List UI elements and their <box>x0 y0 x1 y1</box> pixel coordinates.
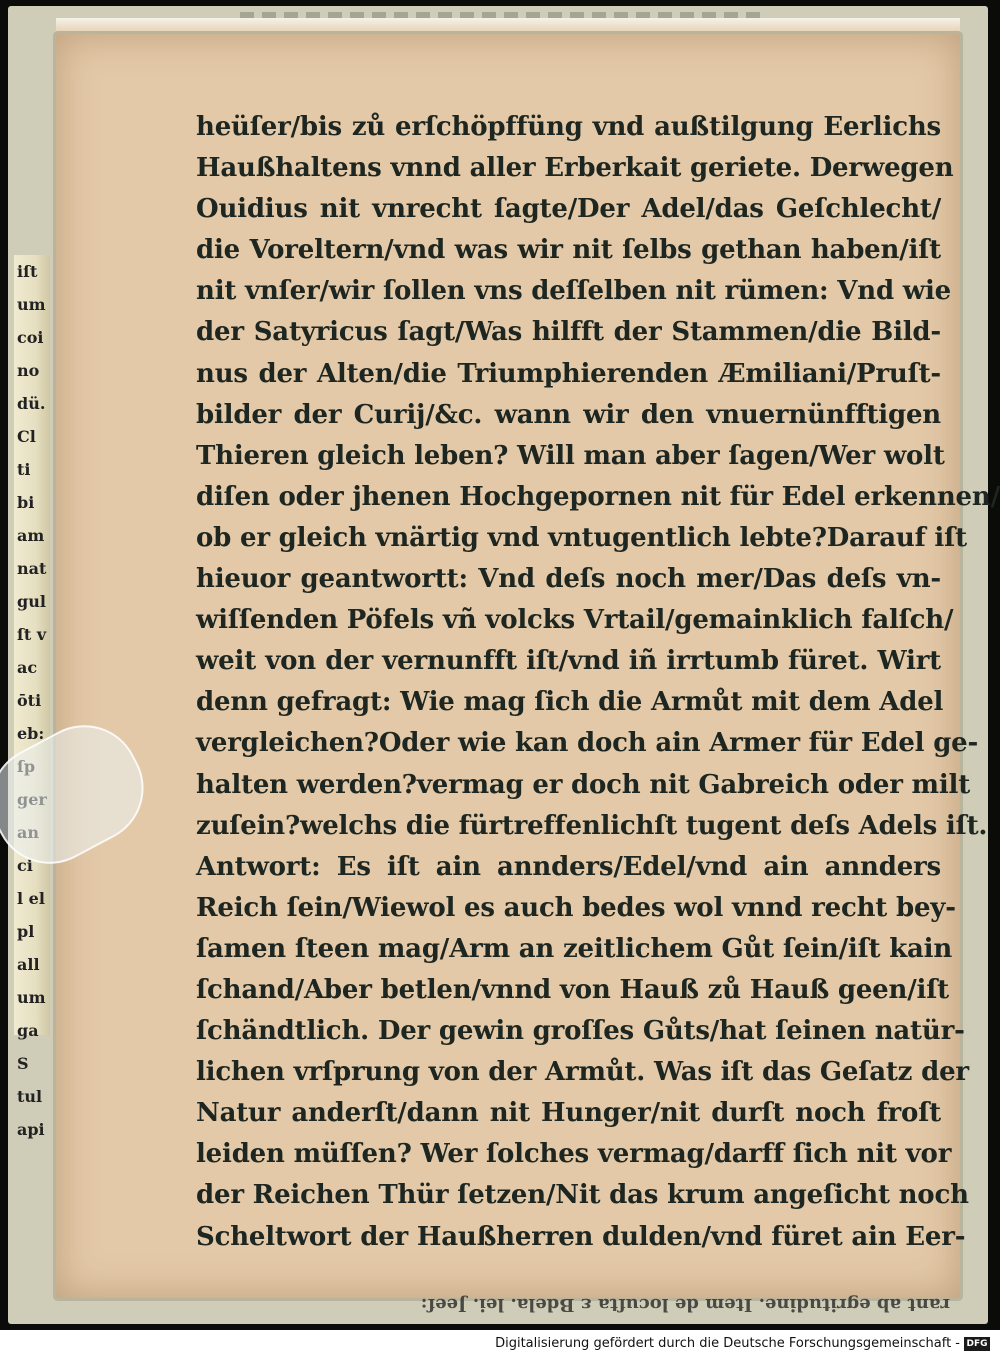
text-line: diſen oder jhenen Hochgepornen nit für Edel erkennen/ <box>196 481 1000 512</box>
text-line: Natur anderſt/dann nit Hunger/nit durſt noch froſt <box>196 1098 941 1129</box>
facing-fragment: bi <box>17 493 35 512</box>
text-line: weit von der vernunfft iſt/vnd iñ irrtumb füret. Wirt <box>196 646 941 677</box>
text-line: wiſſenden Pöfels vñ volcks Vrtail/gemainklich falſch/ <box>196 605 954 636</box>
text-line: Reich ſein/Wiewol es auch bedes wol vnnd recht bey- <box>196 892 956 923</box>
text-line: Antwort: Es iſt ain annders/Edel/vnd ain annders <box>196 851 941 882</box>
text-line: leiden müſſen? Wer ſolches vermag/darff ſich nit vor <box>196 1139 952 1170</box>
facing-fragment: eb: <box>17 724 45 743</box>
facing-fragment: S <box>17 1054 29 1073</box>
text-line: lichen vrſprung von der Armůt. Was iſt das Geſatz der <box>196 1057 969 1088</box>
text-line: ſchand/Aber betlen/vnnd von Hauß zů Hauß geen/iſt <box>196 974 949 1005</box>
dfg-logo: DFG <box>964 1337 990 1351</box>
text-line: zuſein?welchs die fürtreffenlichſt tugent deſs Adels iſt. <box>196 810 988 841</box>
page-text <box>196 107 1000 1258</box>
bottom-bleed-through: rant ab egritudine. Item de locuſta ɛ Bdela. lei. Jeeſ: <box>420 1294 950 1315</box>
text-line: ob er gleich vnärtig vnd vntugentlich lebte?Darauf iſt <box>196 522 967 553</box>
footer-credit: Digitalisierung gefördert durch die Deutsche Forschungsgemeinschaft - <box>495 1336 960 1351</box>
facing-fragment: no <box>17 361 40 380</box>
text-line: ſchändtlich. Der gewin groſſes Gůts/hat ſeinen natür- <box>196 1016 965 1047</box>
facing-fragment: dü. <box>17 394 46 413</box>
text-line: Haußhaltens vnnd aller Erberkait geriete. Derwegen <box>196 153 954 184</box>
text-line: Thieren gleich leben? Will man aber ſagen/Wer wolt <box>196 440 945 471</box>
facing-fragment: am <box>17 526 45 545</box>
facing-fragment: ſt v <box>17 625 47 644</box>
text-line: Ouidius nit vnrecht ſagte/Der Adel/das Geſchlecht/ <box>196 194 941 225</box>
text-line: der Satyricus ſagt/Was hilfft der Stammen/die Bild- <box>196 317 941 348</box>
text-line: hieuor geantwortt: Vnd deſs noch mer/Das deſs vn- <box>196 564 941 595</box>
facing-fragment: gul <box>17 592 46 611</box>
text-line: der Reichen Thür ſetzen/Nit das krum angeſicht noch <box>196 1180 969 1211</box>
facing-fragment: ōti <box>17 691 42 710</box>
facing-fragment: tul <box>17 1087 43 1106</box>
footer-bar <box>0 1330 1000 1361</box>
text-line: nus der Alten/die Triumphierenden Æmiliani/Pruſt- <box>196 358 941 389</box>
facing-fragment: ac <box>17 658 38 677</box>
facing-fragment: pl <box>17 922 35 941</box>
facing-fragment: iſt <box>17 262 38 281</box>
facing-fragment: nat <box>17 559 47 578</box>
facing-fragment: ci <box>17 856 33 875</box>
facing-page-strip <box>14 255 50 1139</box>
facing-fragment: all <box>17 955 40 974</box>
text-line: halten werden?vermag er doch nit Gabreich oder milt <box>196 769 971 800</box>
facing-fragment: api <box>17 1120 45 1139</box>
facing-fragment: l el <box>17 889 45 908</box>
text-line: vergleichen?Oder wie kan doch ain Armer für Edel ge- <box>196 728 979 759</box>
text-line: ſamen ſteen mag/Arm an zeitlichem Gůt ſein/iſt kain <box>196 933 953 964</box>
text-line: die Voreltern/vnd was wir nit ſelbs gethan haben/iſt <box>196 235 941 266</box>
text-line: nit vnſer/wir ſollen vns deſſelben nit rümen: Vnd wie <box>196 276 952 307</box>
facing-fragment: Cl <box>17 427 36 446</box>
facing-fragment: um <box>17 295 46 314</box>
facing-fragment: um <box>17 988 46 1007</box>
text-line: denn gefragt: Wie mag ſich die Armůt mit dem Adel <box>196 687 944 718</box>
facing-fragment: ga <box>17 1021 39 1040</box>
text-line: bilder der Curij/&c. wann wir den vnuernünfftigen <box>196 399 941 430</box>
text-line: Scheltwort der Haußherren dulden/vnd füret ain Eer- <box>196 1221 966 1252</box>
text-line: heüſer/bis zů erſchöpffüng vnd außtilgung Eerlichs <box>196 112 941 142</box>
facing-fragment: coi <box>17 328 44 347</box>
facing-fragment: ti <box>17 460 31 479</box>
